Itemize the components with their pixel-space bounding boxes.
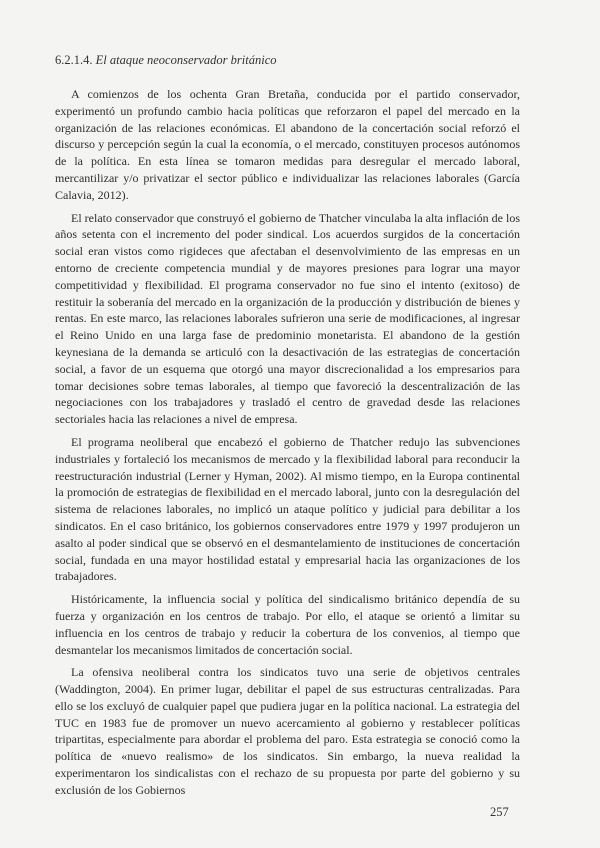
paragraph-2: El relato conservador que construyó el gobierno de Thatcher vinculaba la alta inflación de los años setenta con el incremento del poder sindical. Los acuerdos surgidos de la concertación social eran vistos como rigideces que afectaban el desenvolvimiento de las empresas en un entorno de creciente competencia mundial y de mayores presiones para lograr una mayor competitividad y flexibilidad. El programa conservador no fue sino el intento (exitoso) de restituir la soberanía del mercado en la organización de la producción y distribución de bienes y rentas. En este marco, las relaciones laborales sufrieron una serie de modificaciones, al ingresar el Reino Unido en una larga fase de predominio monetarista. El abandono de la gestión keynesiana de la demanda se articuló con la desactivación de las estrategias de concertación social, a favor de un esquema que otorgó una mayor discrecionalidad a los empresarios para tomar decisiones sobre temas laborales, al tiempo que favoreció la descentralización de las negociaciones con los trabajadores y trasladó el centro de gravedad desde las relaciones sectoriales hacia las relaciones a nivel de empresa.	[55, 210, 520, 427]
section-heading	[55, 52, 525, 68]
paragraph-5: La ofensiva neoliberal contra los sindicatos tuvo una serie de objetivos centrales (Waddington, 2004). En primer lugar, debilitar el papel de sus estructuras centralizadas. Para ello se los excluyó de cualquier papel que pudiera jugar en la política nacional. La estrategia del TUC en 1983 fue de promover un nuevo acercamiento al gobierno y restablecer políticas tripartitas, especialmente para abordar el problema del paro. Esta estrategia se conoció como la política de «nuevo realismo» de los sindicatos. Sin embargo, la nueva realidad la experimentaron los sindicalistas con el rechazo de su propuesta por parte del gobierno y su exclusión de los Gobiernos	[55, 665, 520, 797]
body-text	[55, 86, 520, 805]
paragraph-4: Históricamente, la influencia social y política del sindicalismo británico dependía de su fuerza y organización en los centros de trabajo. Por ello, el ataque se orientó a limitar su influencia en los centros de trabajo y reducir la cobertura de los convenios, al tiempo que desmantelar los mecanismos limitados de concertación social.	[55, 592, 520, 657]
page-number: 257	[490, 805, 509, 819]
section-title: El ataque neoconservador británico	[95, 53, 277, 67]
paragraph-1: A comienzos de los ochenta Gran Bretaña, conducida por el partido conservador, experimentó un profundo cambio hacia políticas que reforzaron el papel del mercado en la organización de las relaciones económicas. El abandono de la concertación social reforzó el discurso y percepción según la cual la economía, o el mercado, constituyen procesos autónomos de la política. En esta línea se tomaron medidas para desregular el mercado laboral, mercantilizar y/o privatizar el sector público e individualizar las relaciones laborales (García Calavia, 2012).	[55, 87, 520, 202]
section-number: 6.2.1.4.	[55, 53, 93, 67]
paragraph-3: El programa neoliberal que encabezó el gobierno de Thatcher redujo las subvenciones industriales y fortaleció los mecanismos de mercado y la flexibilidad laboral para reconducir la reestructuración industrial (Lerner y Hyman, 2002). Al mismo tiempo, en la Europa continental la promoción de estrategias de flexibilidad en el mercado laboral, junto con la desregulación del sistema de relaciones laborales, no implicó un ataque político y judicial para debilitar a los sindicatos. En el caso británico, los gobiernos conservadores entre 1979 y 1997 produjeron un asalto al poder sindical que se observó en el desmantelamiento de instituciones de concertación social, fundada en una mayor hostilidad estatal y empresarial hacia las organizaciones de los trabajadores.	[55, 434, 520, 584]
